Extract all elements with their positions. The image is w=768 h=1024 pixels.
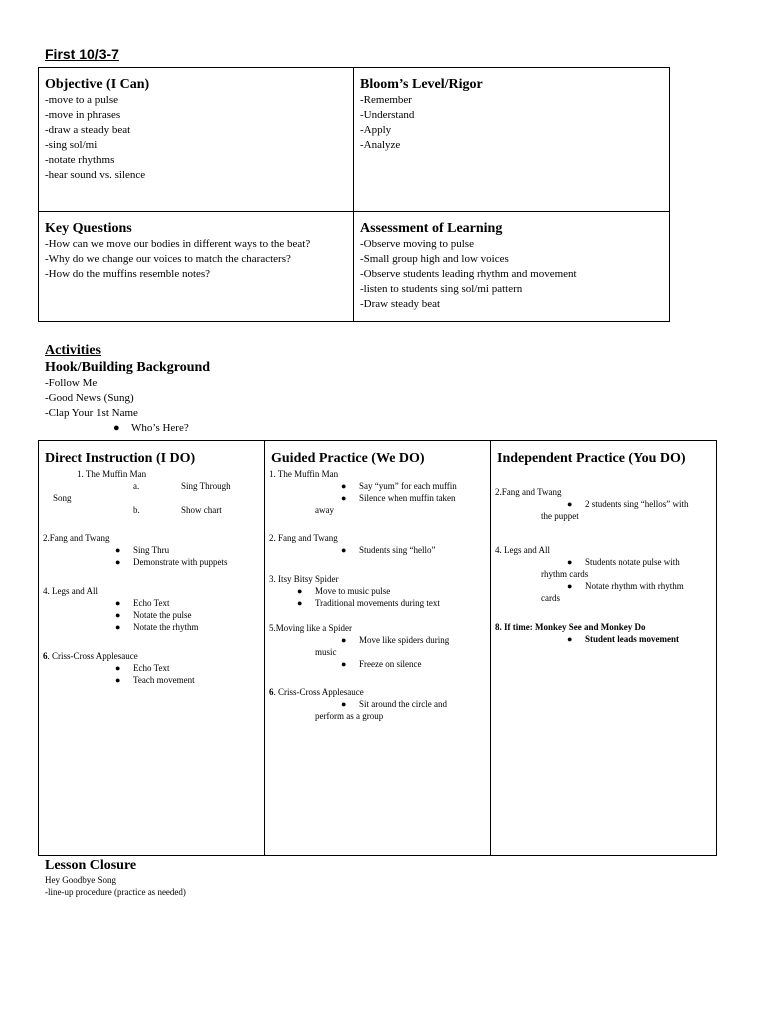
activities-heading: Activities [45,343,101,358]
direct-muffin: 1. The Muffin Man [77,469,147,479]
independent-fang: 2.Fang and Twang [495,487,562,497]
closure-item: -line-up procedure (practice as needed) [45,887,186,897]
list-item: ● Silence when muffin taken [341,493,456,503]
list-item: ● 2 students sing “hellos” with [567,499,689,509]
direct-b-text: Show chart [181,505,222,515]
independent-iftime: 8. If time: Monkey See and Monkey Do [495,622,646,632]
hook-item: -Follow Me [45,377,98,389]
hook-bullet-item [45,421,210,436]
independent-legs: 4. Legs and All [495,545,550,555]
blooms-item: -Analyze [360,139,401,151]
page-title: First 10/3-7 [45,46,119,62]
assessment-item: -Observe moving to pulse [360,238,474,250]
guided-practice-cell [264,440,491,856]
objective-item: -move to a pulse [45,94,119,106]
guided-criss-cont: perform as a group [315,711,384,721]
list-item: ● Freeze on silence [341,659,422,669]
key-questions-heading: Key Questions [45,221,132,236]
list-item: ● Traditional movements during text [297,598,440,608]
key-question: -Why do we change our voices to match the characters? [45,253,291,265]
direct-b-marker: b. [133,505,140,515]
direct-fang: 2.Fang and Twang [43,533,110,543]
direct-legs: 4. Legs and All [43,586,98,596]
objective-item: -hear sound vs. silence [45,169,146,181]
independent-practice-cell [490,440,717,856]
independent-heading: Independent Practice (You DO) [497,451,686,466]
direct-a-cont: Song [53,493,72,503]
list-item: ● Notate rhythm with rhythm [567,581,684,591]
list-item: ● Demonstrate with puppets [115,557,228,567]
guided-muffin-cont: away [315,505,334,515]
list-item: ● Sing Thru [115,545,170,555]
activities-section [45,342,210,436]
list-item: ● Notate the rhythm [115,622,199,632]
assessment-heading: Assessment of Learning [360,221,503,236]
list-item: ● Students notate pulse with [567,557,680,567]
objective-item: -notate rhythms [45,154,115,166]
blooms-item: -Apply [360,124,392,136]
direct-a-marker: a. [133,481,140,491]
guided-muffin: 1. The Muffin Man [269,469,339,479]
direct-criss: 6. Criss-Cross Applesauce [43,651,138,661]
independent-legs-cont: rhythm cards [541,569,589,579]
guided-heading: Guided Practice (We DO) [271,451,425,466]
objective-item: -sing sol/mi [45,139,98,151]
list-item: ● Student leads movement [567,634,679,644]
closure-section [45,857,186,898]
objective-heading: Objective (I Can) [45,77,150,92]
guided-spider: 5.Moving like a Spider [269,623,352,633]
list-item: ● Echo Text [115,663,170,673]
list-item: ● Teach movement [115,675,195,685]
assessment-item: -Small group high and low voices [360,253,509,265]
list-item: ● Echo Text [115,598,170,608]
guided-criss: 6. Criss-Cross Applesauce [269,687,364,697]
hook-item: -Clap Your 1st Name [45,407,138,419]
direct-heading: Direct Instruction (I DO) [45,451,196,466]
list-item: ● Move to music pulse [297,586,391,596]
list-item: ● Sit around the circle and [341,699,447,709]
hook-item: -Good News (Sung) [45,392,134,404]
closure-item: Hey Goodbye Song [45,875,116,885]
direct-instruction-cell [38,440,265,856]
blooms-item: -Remember [360,94,412,106]
independent-legs-cont: cards [541,593,560,603]
independent-fang-cont: the puppet [541,511,579,521]
closure-heading: Lesson Closure [45,858,137,873]
key-questions-cell [38,211,354,322]
list-item: ● Students sing “hello” [341,545,436,555]
assessment-item: -Observe students leading rhythm and movement [360,268,577,280]
guided-itsy: 3. Itsy Bitsy Spider [269,574,339,584]
hook-heading: Hook/Building Background [45,360,211,375]
objective-item: -move in phrases [45,109,121,121]
key-question: -How do the muffins resemble notes? [45,268,211,280]
key-question: -How can we move our bodies in different ways to the beat? [45,238,311,250]
list-item: ● Say “yum” for each muffin [341,481,457,491]
assessment-item: -listen to students sing sol/mi pattern [360,283,523,295]
direct-a-text: Sing Through [181,481,231,491]
blooms-heading: Bloom’s Level/Rigor [360,77,483,92]
hook-bullet-text: Who’s Here? [131,422,189,434]
bullet-icon: ● [113,422,120,434]
assessment-cell [353,211,670,322]
guided-fang: 2. Fang and Twang [269,533,338,543]
list-item: ● Move like spiders during [341,635,450,645]
list-item: ● Notate the pulse [115,610,192,620]
blooms-item: -Understand [360,109,415,121]
objective-cell [38,67,354,212]
blooms-cell [353,67,670,212]
assessment-item: -Draw steady beat [360,298,441,310]
guided-spider-cont: music [315,647,337,657]
objective-item: -draw a steady beat [45,124,131,136]
